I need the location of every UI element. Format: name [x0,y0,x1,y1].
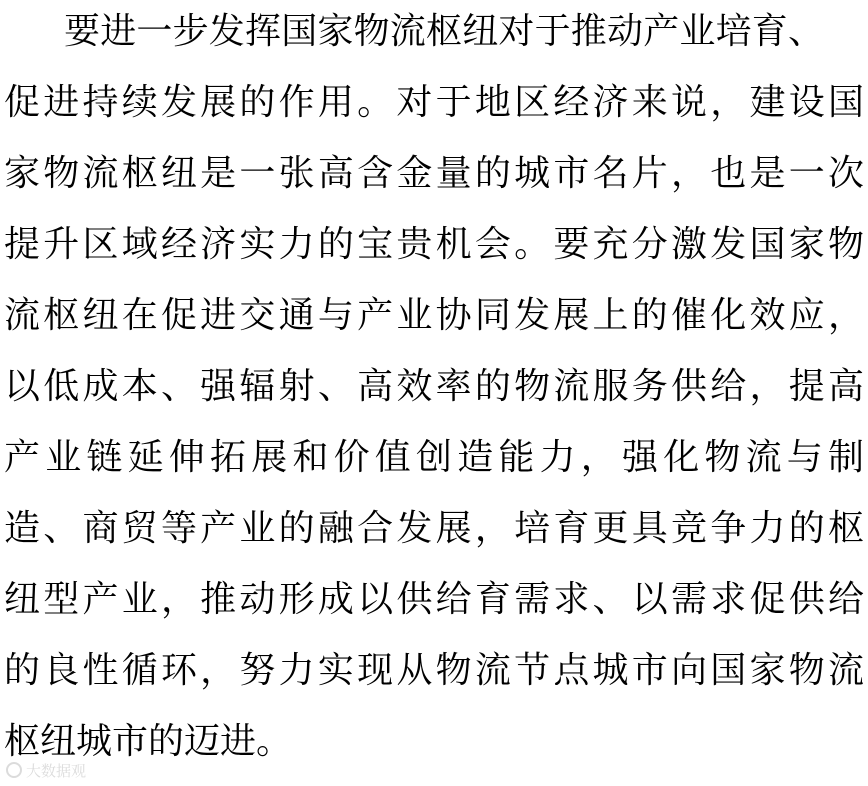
article-line: 造、商贸等产业的融合发展，培育更具竞争力的枢 [4,508,864,549]
watermark-logo-icon [6,762,22,778]
article-line: 提升区域经济实力的宝贵机会。要充分激发国家物 [4,224,864,265]
article-line: 流枢纽在促进交通与产业协同发展上的催化效应， [4,295,864,336]
article-line: 纽型产业，推动形成以供给育需求、以需求促供给 [4,579,864,620]
watermark-text: 大数据观 [26,761,87,780]
article-line: 要进一步发挥国家物流枢纽对于推动产业培育、 [64,11,824,52]
watermark [6,760,86,780]
article-line: 枢纽城市的迈进。 [4,721,293,762]
article-line: 的良性循环，努力实现从物流节点城市向国家物流 [4,650,864,691]
article-line: 家物流枢纽是一张高含金量的城市名片，也是一次 [4,153,864,194]
article-line: 以低成本、强辐射、高效率的物流服务供给，提高 [4,366,864,407]
article-line: 促进持续发展的作用。对于地区经济来说，建设国 [4,82,864,123]
article-line: 产业链延伸拓展和价值创造能力，强化物流与制 [4,437,864,478]
